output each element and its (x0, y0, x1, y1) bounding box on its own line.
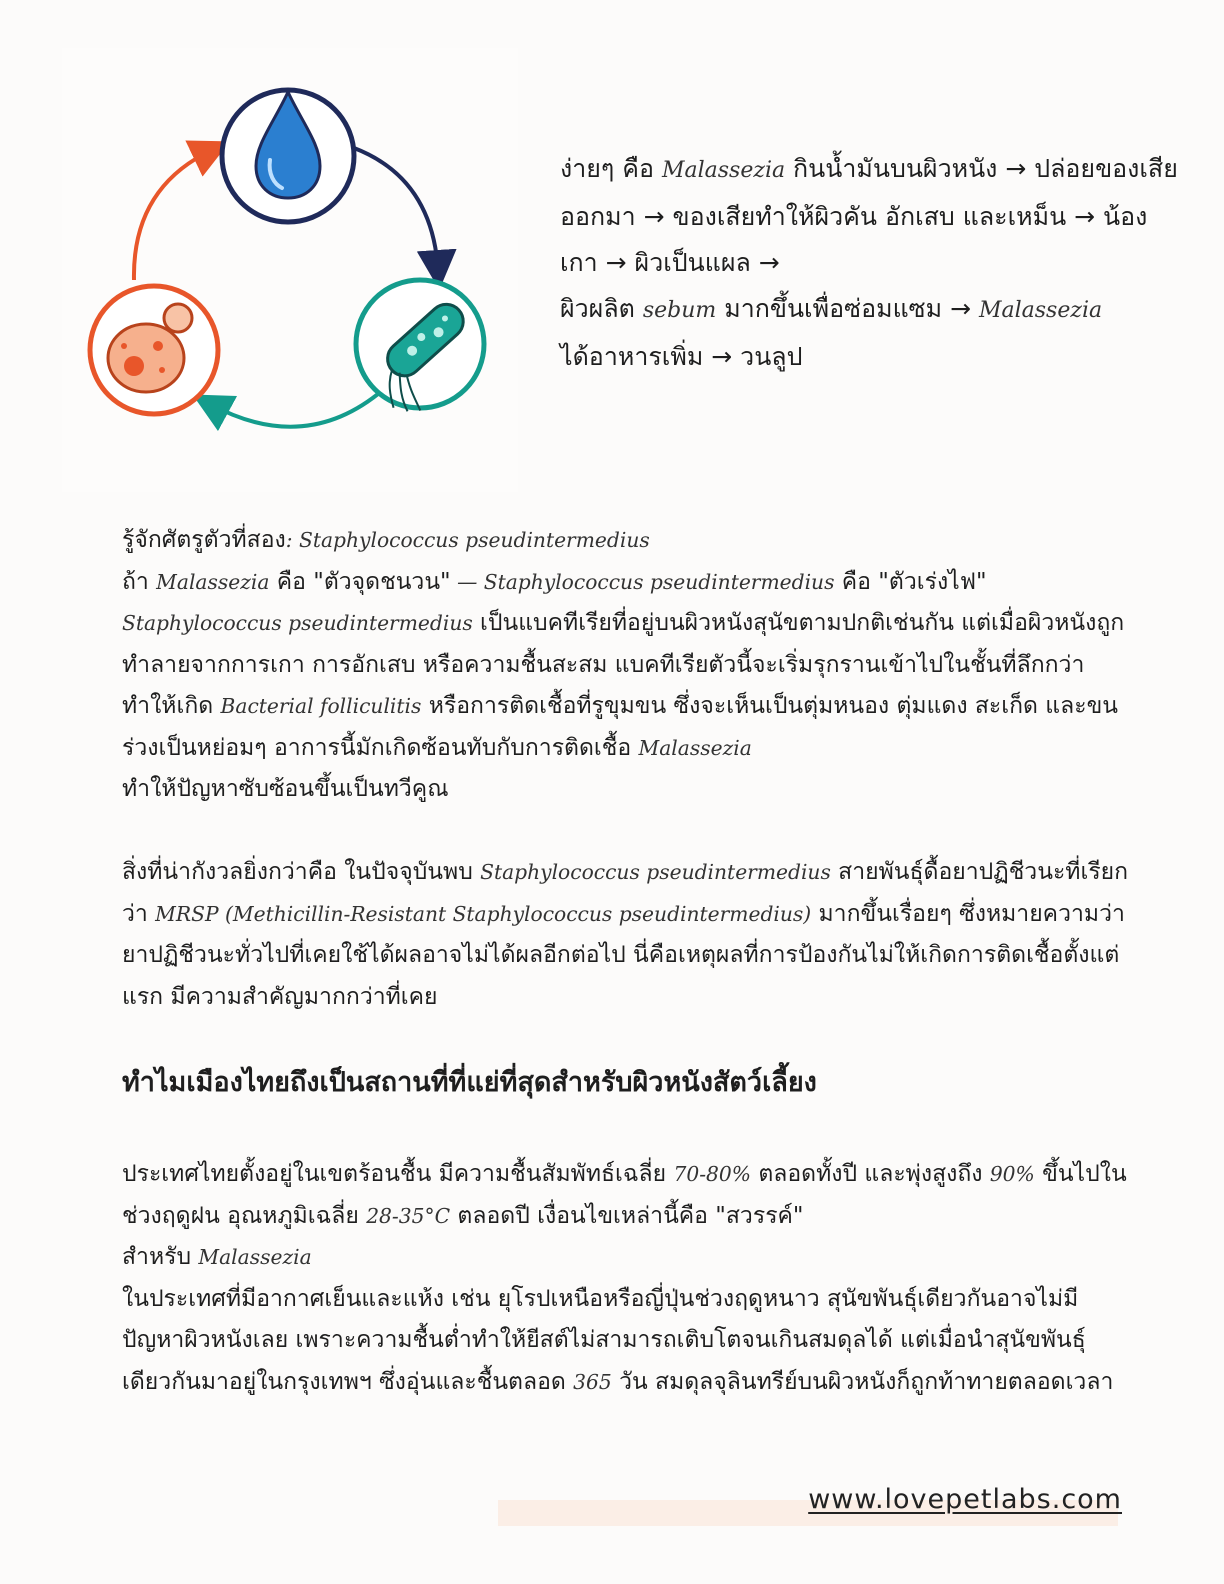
text-segment: สิ่งที่น่ากังวลยิ่งกว่าคือ ในปัจจุบันพบ (122, 859, 481, 885)
staph-section (122, 520, 1132, 811)
text-segment: ประเทศไทยตั้งอยู่ในเขตร้อนชื้น มีความชื้นสัมพัทธ์เฉลี่ย (122, 1161, 674, 1187)
text-segment: เป็นแบคทีเรียที่อยู่บนผิวหนังสุนัขตามปกติเช่นกัน แต่เมื่อผิวหนังถูกทำลายจากการเกา การอักเสบ หรือความชื้นสะสม แบคทีเรียตัวนี้จะเริ่มรุกรานเข้าไปในชั้นที่ลึกกว่า ทำให้เกิด (122, 610, 1125, 719)
species-name: Malassezia (978, 298, 1103, 323)
cycle-summary-text (560, 146, 1180, 380)
text-segment: ในประเทศที่มีอากาศเย็นและแห้ง เช่น ยุโรปเหนือหรือญี่ปุ่นช่วงฤดูหนาว สุนัขพันธุ์เดียวกันอาจไม่มีปัญหาผิวหนังเลย เพราะความชื้นต่ำทำให้ยีสต์ไม่สามารถเติบโตจนเกินสมดุลได้ แต่เมื่อนำสุนัขพันธุ์เดียวกันมาอยู่ในกรุงเทพฯ ซึ่งอุ่นและชื้นตลอด (122, 1285, 1086, 1395)
text-segment: ตลอดทั้งปี และพุ่งสูงถึง (751, 1161, 990, 1187)
text-segment: หรือการติดเชื้อที่รูขุมขน ซึ่งจะเห็นเป็นตุ่มหนอง ตุ่มแดง สะเก็ด และขนร่วงเป็นหย่อมๆ อาการนี้มักเกิดซ้อนทับกับการติดเชื้อ (122, 693, 1119, 761)
text-segment: ทำให้ปัญหาซับซ้อนขึ้นเป็นทวีคูณ (122, 776, 449, 802)
text-segment: กินน้ำมันบนผิวหนัง → ปล่อยของเสียออกมา → ของเสียทำให้ผิวคัน อักเสบ และเหม็น → น้องเกา → ผิวเป็นแผล → (560, 154, 1178, 277)
cycle-svg (62, 48, 518, 492)
text-segment: มากขึ้นเรื่อยๆ ซึ่งหมายความว่ายาปฏิชีวนะทั่วไปที่เคยใช้ได้ผลอาจไม่ได้ผลอีกต่อไป นี่คือเหตุผลที่การป้องกันไม่ให้เกิดการติดเชื้อตั้งแต่แรก มีความสำคัญมากกว่าที่เคย (122, 900, 1125, 1010)
temperature-value: 28-35°C (366, 1203, 451, 1228)
section-heading: ทำไมเมืองไทยถึงเป็นสถานที่ที่แย่ที่สุดสำหรับผิวหนังสัตว์เลี้ยง (122, 1067, 817, 1098)
species-name: Staphylococcus pseudintermedius (122, 611, 473, 635)
text-segment: สายพันธุ์ดื้อยาปฏิชีวนะที่เรียกว่า (122, 859, 1129, 927)
text-segment: ขึ้นไปในช่วงฤดูฝน อุณหภูมิเฉลี่ย (122, 1161, 1127, 1229)
species-name: : Staphylococcus pseudintermedius (285, 528, 650, 552)
species-name: — Staphylococcus pseudintermedius (450, 569, 835, 594)
arrow-drop-to-bacteria (354, 148, 438, 270)
condition-name: Bacterial folliculitis (220, 694, 422, 718)
text-segment: คือ "ตัวจุดชนวน" (269, 568, 451, 595)
yeast-cell-icon (90, 286, 218, 414)
mrsp-section (122, 852, 1132, 1018)
text-segment: สำหรับ (122, 1244, 199, 1270)
humidity-peak-value: 90% (989, 1162, 1035, 1186)
species-name: Malassezia (661, 158, 786, 183)
term-sebum: sebum (642, 298, 717, 323)
text-segment: ได้อาหารเพิ่ม → วนลูป (560, 342, 803, 371)
text-segment: มากขึ้นเพื่อซ่อมแซม → (716, 294, 979, 323)
humidity-value: 70-80% (673, 1162, 752, 1186)
text-segment: คือ "ตัวเร่งไฟ" (834, 568, 987, 595)
arrow-yeast-to-drop (134, 150, 212, 280)
text-segment: วัน สมดุลจุลินทรีย์บนผิวหนังก็ถูกท้าทายตลอดเวลา (611, 1368, 1114, 1395)
thailand-climate-section (122, 1154, 1132, 1403)
species-name: Malassezia (638, 735, 752, 760)
bacteria-icon (356, 280, 492, 423)
species-name: Malassezia (156, 569, 270, 594)
website-link[interactable]: www.lovepetlabs.com (808, 1484, 1122, 1515)
text-segment: ง่ายๆ คือ (560, 154, 662, 183)
arrow-bacteria-to-yeast (210, 394, 378, 427)
species-name: Malassezia (198, 1245, 312, 1269)
section-subtitle: รู้จักศัตรูตัวที่สอง (122, 527, 286, 553)
text-segment: ถ้า (122, 568, 157, 595)
days-value: 365 (573, 1369, 612, 1394)
text-segment: ตลอดปี เงื่อนไขเหล่านี้คือ "สวรรค์" (450, 1202, 804, 1229)
malassezia-cycle-diagram (62, 48, 518, 492)
text-segment: ผิวผลิต (560, 294, 643, 323)
species-name: Staphylococcus pseudintermedius (480, 860, 831, 884)
water-drop-icon (222, 90, 354, 222)
mrsp-term: MRSP (Methicillin-Resistant Staphylococcus pseudintermedius) (155, 901, 812, 926)
